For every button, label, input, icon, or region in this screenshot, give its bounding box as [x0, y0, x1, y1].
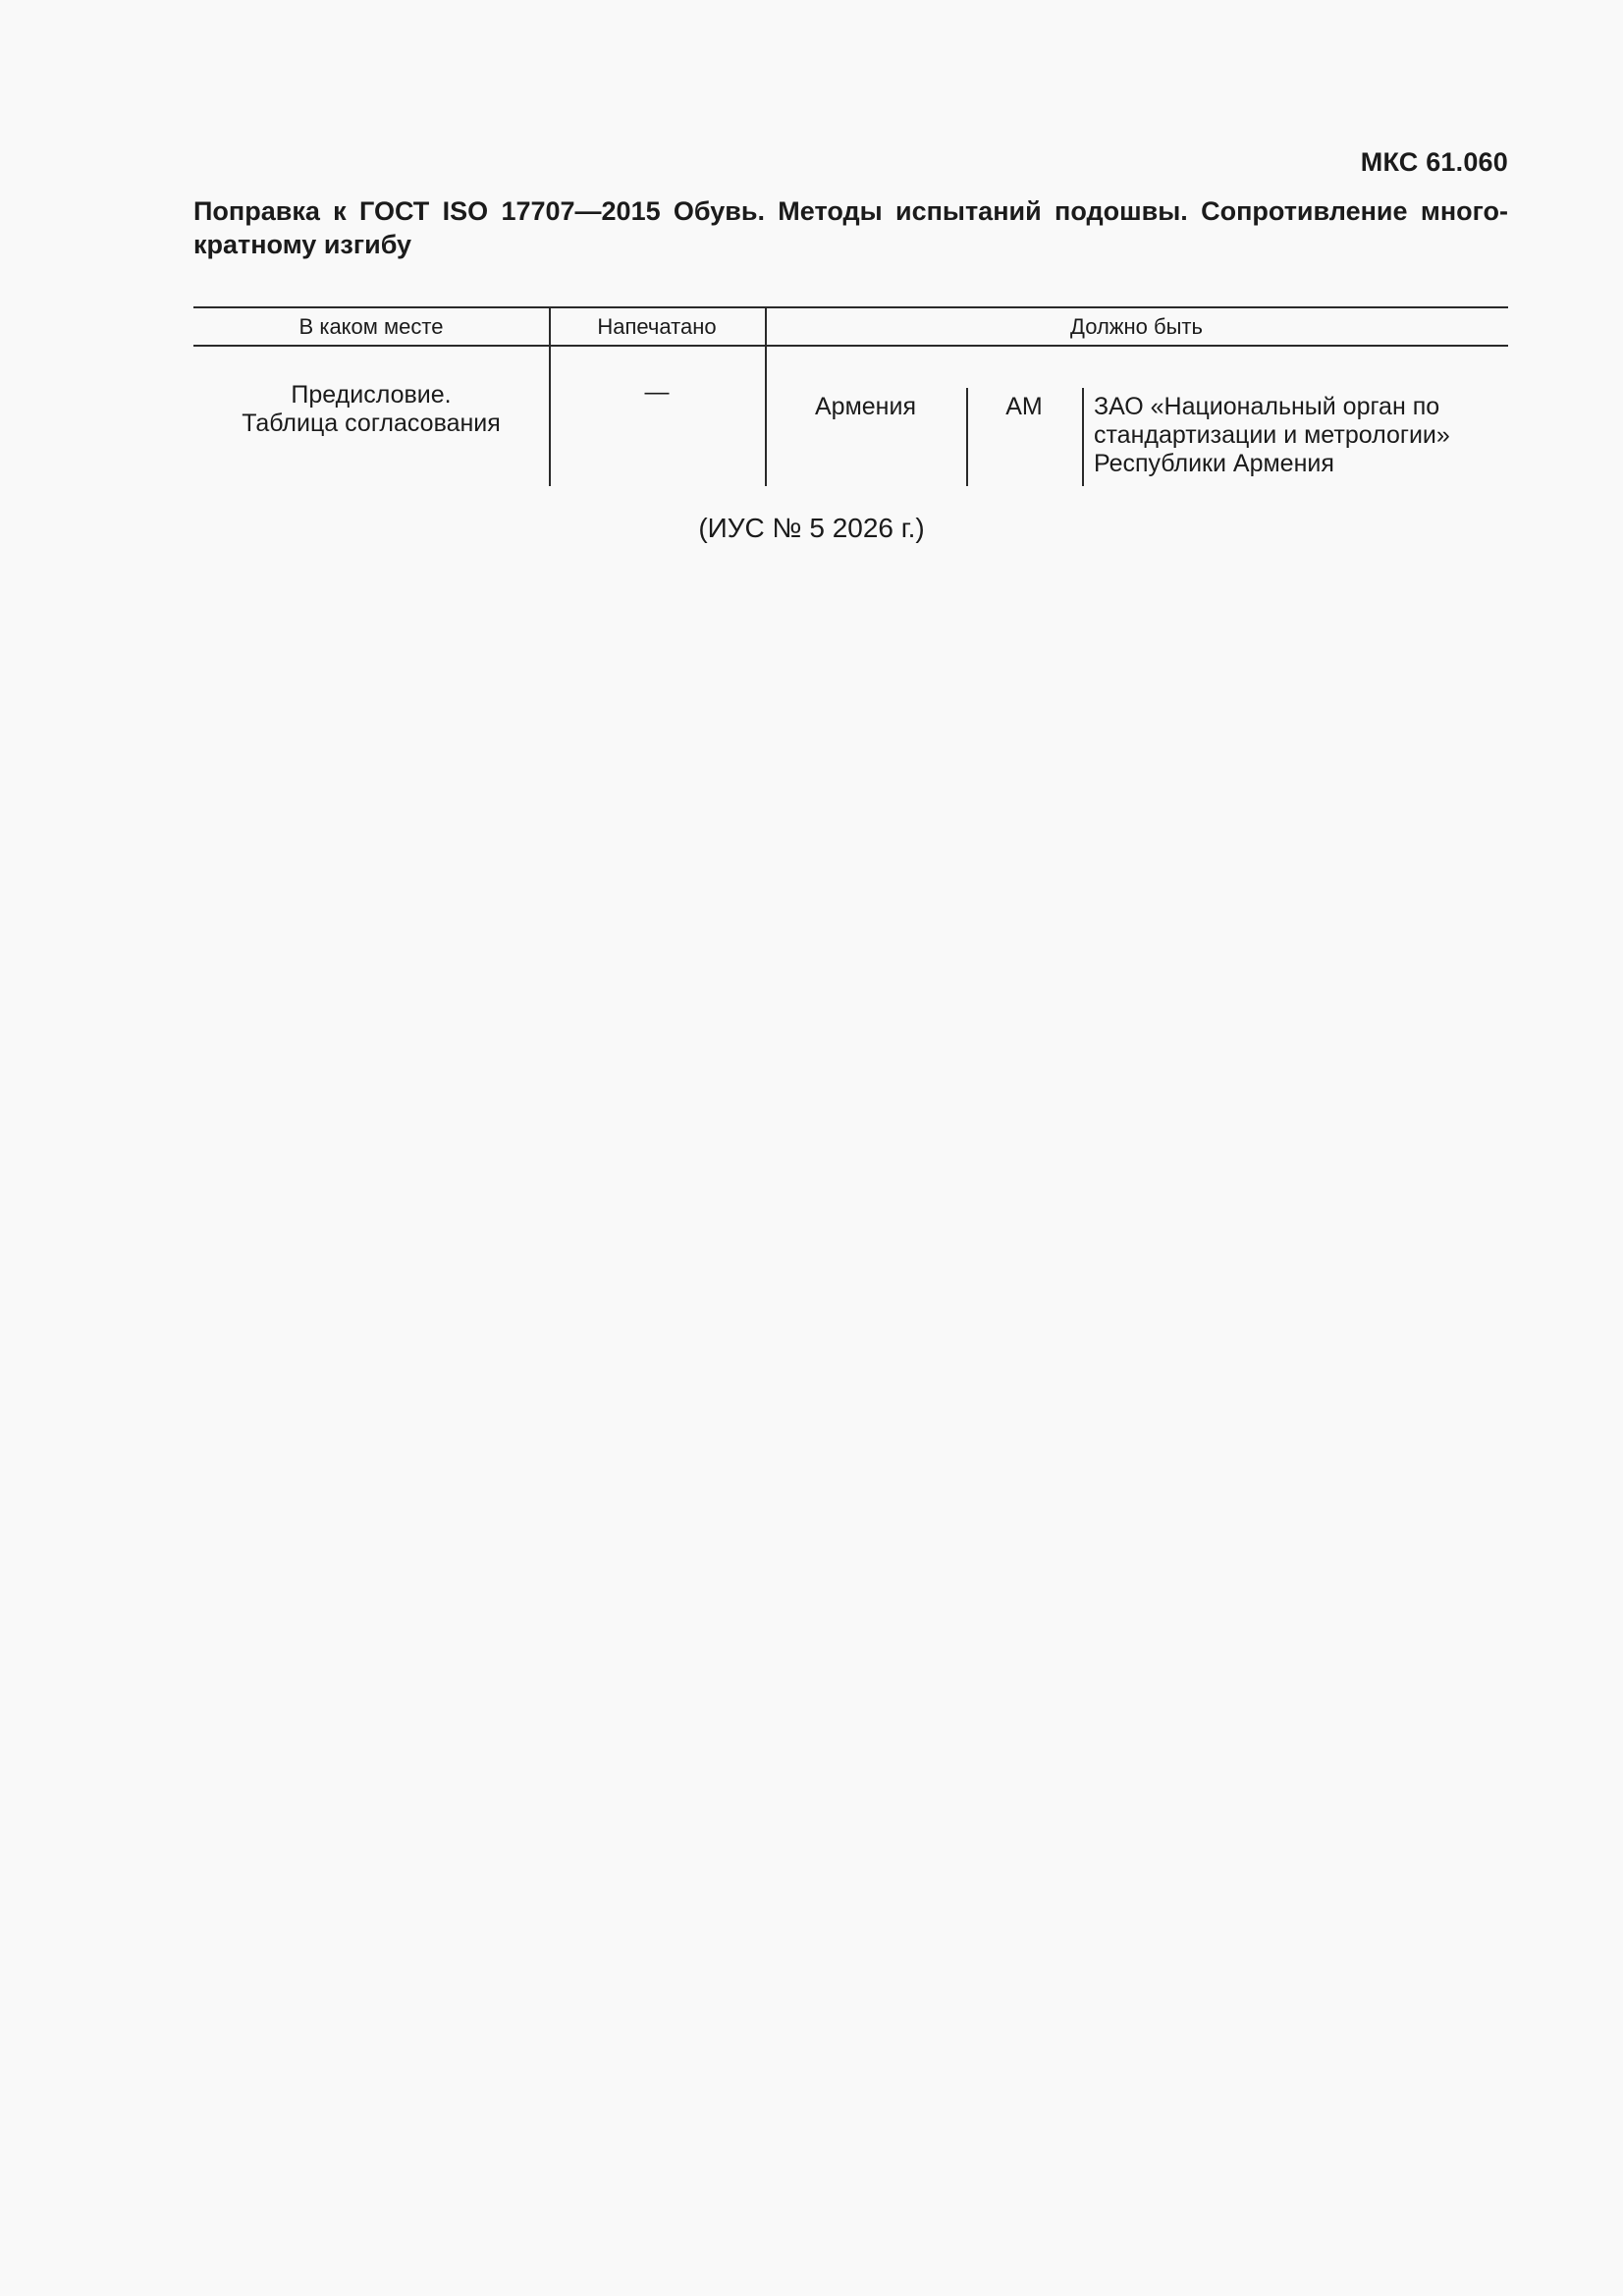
- row-organization: [1094, 393, 1508, 478]
- issue-reference: (ИУС № 5 2026 г.): [698, 513, 925, 543]
- table-top-rule: [193, 306, 1508, 308]
- row-where-line: Таблица согласования: [242, 410, 501, 437]
- header-should-be: Должно быть: [1070, 314, 1203, 339]
- row-country-code: AM: [1005, 393, 1043, 420]
- subcolumn-divider: [1082, 388, 1084, 486]
- table-header-rule: [193, 345, 1508, 347]
- row-organization-line: Республики Армения: [1094, 450, 1334, 477]
- row-organization-line: стандартизации и метрологии»: [1094, 421, 1450, 449]
- amendment-table: [193, 306, 1508, 486]
- header-where: В каком месте: [298, 314, 444, 339]
- row-printed: —: [644, 378, 670, 406]
- row-organization-line: ЗАО «Национальный орган по: [1094, 393, 1440, 420]
- row-where-line: Предисловие.: [291, 381, 452, 409]
- header-printed: Напечатано: [597, 314, 717, 339]
- row-country: Армения: [815, 393, 916, 420]
- row-where: [193, 381, 549, 438]
- amendment-title: Поправка к ГОСТ ISO 17707—2015 Обувь. Методы испытаний подошвы. Сопротивление много-кратному изгибу: [193, 196, 1508, 259]
- classifier-code: МКС 61.060: [1360, 147, 1508, 177]
